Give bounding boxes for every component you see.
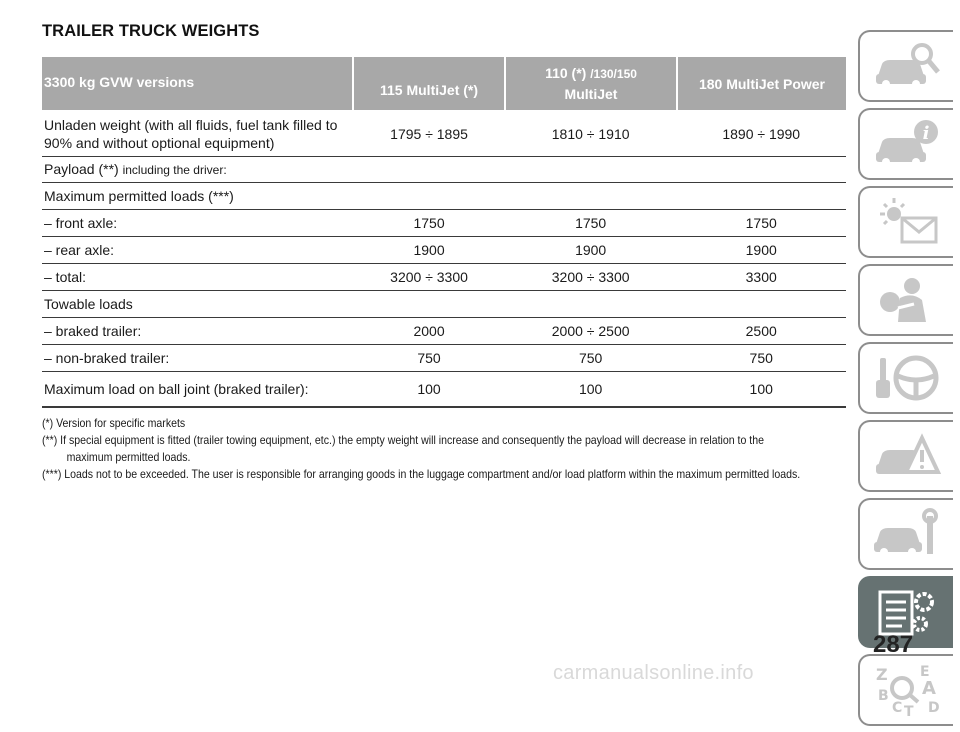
footnote-1: (*) Version for specific markets bbox=[42, 416, 186, 430]
tab-safety[interactable] bbox=[858, 264, 953, 336]
header-130-150-label: /130/150 bbox=[590, 67, 637, 81]
svg-text:D: D bbox=[927, 700, 940, 716]
footnote-2-line2: maximum permitted loads. bbox=[66, 450, 191, 464]
chapter-tabs bbox=[858, 30, 960, 732]
row-label: – non-braked trailer: bbox=[44, 350, 170, 366]
row-label: – front axle: bbox=[44, 215, 118, 231]
cell-115: 1750 bbox=[413, 215, 445, 231]
row-label: Towable loads bbox=[44, 296, 133, 312]
svg-text:B: B bbox=[877, 688, 889, 704]
tab-warning-lights[interactable] bbox=[858, 186, 953, 258]
footnote-2 bbox=[42, 432, 764, 466]
cell-180: 1750 bbox=[745, 215, 777, 231]
row-label: – total: bbox=[44, 269, 87, 285]
warning-lights-icon bbox=[872, 194, 942, 250]
cell-115: 3200 ÷ 3300 bbox=[390, 269, 468, 285]
footnote-2-line1: (**) If special equipment is fitted (trailer towing equipment, etc.) the empty weight will increase and consequently the payload will decrease in relation to the bbox=[42, 433, 764, 447]
cell-115: 750 bbox=[417, 350, 441, 366]
cell-110: 1900 bbox=[575, 242, 607, 258]
tab-dashboard[interactable] bbox=[858, 108, 953, 180]
cell-110: 2000 ÷ 2500 bbox=[551, 323, 630, 339]
cell-110: 1750 bbox=[575, 215, 607, 231]
tab-emergency[interactable] bbox=[858, 420, 953, 492]
svg-text:T: T bbox=[903, 704, 914, 718]
table-row bbox=[42, 183, 846, 210]
cell-180: 100 bbox=[749, 381, 773, 397]
payload-note: including the driver: bbox=[122, 163, 227, 177]
table-header bbox=[42, 57, 846, 110]
cell-115: 2000 bbox=[413, 323, 445, 339]
cell-180: 750 bbox=[749, 350, 773, 366]
row-label: Maximum load on ball joint (braked trailer): bbox=[44, 381, 309, 397]
header-115-multijet: 115 MultiJet (*) bbox=[354, 57, 504, 110]
cell-180: 1890 ÷ 1990 bbox=[722, 126, 801, 142]
table-row bbox=[42, 157, 846, 183]
car-wrench-icon bbox=[872, 506, 942, 562]
steering-wheel-icon bbox=[872, 350, 942, 406]
header-110-130-150-multijet bbox=[506, 57, 676, 110]
svg-text:A: A bbox=[921, 678, 936, 699]
footnote-3: (***) Loads not to be exceeded. The user is responsible for arranging goods in the luggage compartment and/or load platform within the maximum permitted loads. bbox=[42, 467, 801, 481]
header-180-multijet-power: 180 MultiJet Power bbox=[678, 57, 846, 110]
svg-text:Z: Z bbox=[875, 665, 888, 684]
header-versions: 3300 kg GVW versions bbox=[42, 57, 352, 110]
cell-115: 1900 bbox=[413, 242, 445, 258]
header-110-label: 110 (*) bbox=[545, 65, 591, 81]
watermark: carmanualsonline.info bbox=[553, 662, 754, 684]
table-row bbox=[42, 264, 846, 291]
tab-knowing-vehicle[interactable] bbox=[858, 30, 953, 102]
row-label: Maximum permitted loads (***) bbox=[44, 188, 234, 204]
car-breakdown-icon bbox=[872, 428, 942, 484]
cell-180: 2500 bbox=[745, 323, 777, 339]
alphabet-index-icon bbox=[872, 662, 942, 718]
page-number: 287 bbox=[873, 631, 914, 658]
row-label: – braked trailer: bbox=[44, 323, 142, 339]
table-row bbox=[42, 372, 846, 408]
row-label bbox=[42, 160, 353, 179]
svg-text:i: i bbox=[922, 123, 929, 144]
cell-110: 100 bbox=[578, 381, 603, 397]
car-search-icon bbox=[872, 38, 942, 94]
row-label: – rear axle: bbox=[44, 242, 115, 258]
svg-text:C: C bbox=[891, 700, 902, 716]
tab-index[interactable] bbox=[858, 654, 953, 726]
payload-label: Payload (**) bbox=[44, 161, 123, 177]
table-row bbox=[42, 291, 846, 318]
table-row bbox=[42, 318, 846, 345]
table-row bbox=[42, 210, 846, 237]
tab-maintenance[interactable] bbox=[858, 498, 953, 570]
cell-110: 1810 ÷ 1910 bbox=[551, 126, 630, 142]
header-multijet-label: MultiJet bbox=[564, 86, 618, 102]
cell-115: 1795 ÷ 1895 bbox=[390, 126, 468, 142]
table-row bbox=[42, 237, 846, 264]
car-info-icon bbox=[872, 116, 942, 172]
cell-115: 100 bbox=[417, 381, 441, 397]
page-title: TRAILER TRUCK WEIGHTS bbox=[42, 22, 260, 40]
airbag-passenger-icon bbox=[872, 272, 942, 328]
cell-180: 1900 bbox=[745, 242, 777, 258]
cell-110: 750 bbox=[578, 350, 603, 366]
cell-180: 3300 bbox=[745, 269, 777, 285]
svg-text:E: E bbox=[919, 664, 930, 680]
tab-starting-driving[interactable] bbox=[858, 342, 953, 414]
cell-110: 3200 ÷ 3300 bbox=[551, 269, 630, 285]
table-row bbox=[42, 345, 846, 372]
footnotes bbox=[42, 415, 801, 483]
weights-table bbox=[42, 112, 846, 408]
table-row bbox=[42, 112, 846, 157]
row-label: Unladen weight (with all fluids, fuel tank filled to 90% and without optional equipment) bbox=[44, 117, 338, 151]
